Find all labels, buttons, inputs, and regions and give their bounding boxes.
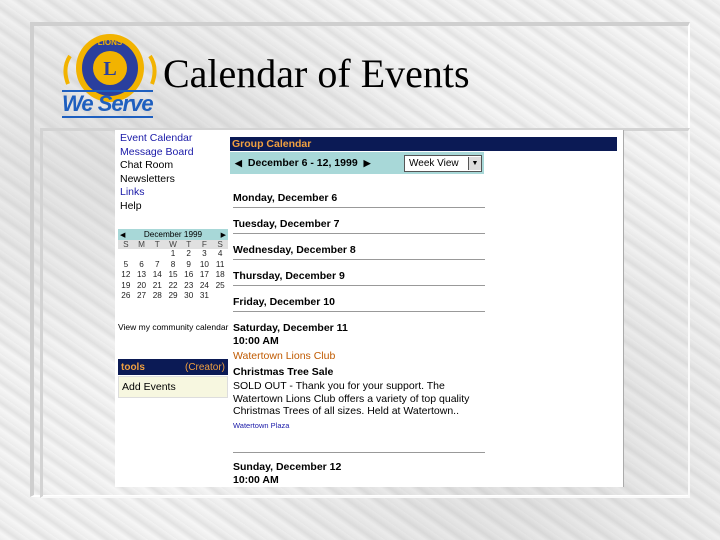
event-location[interactable]: Watertown Plaza: [233, 421, 290, 430]
calendar-screenshot: [115, 130, 624, 487]
event-time: 10:00 AM: [233, 335, 279, 347]
mini-calendar-day[interactable]: 30: [184, 291, 194, 301]
mini-calendar-day[interactable]: 19: [121, 280, 131, 290]
mini-calendar-day[interactable]: 20: [137, 280, 147, 290]
tools-bar: [118, 359, 228, 375]
nav-menu: [120, 132, 194, 214]
mini-calendar-day[interactable]: 22: [168, 280, 178, 290]
mini-calendar-grid: [118, 240, 228, 302]
mini-calendar-day[interactable]: 25: [215, 280, 225, 290]
weekday-label: F: [197, 240, 213, 249]
mini-calendar-day[interactable]: 6: [139, 259, 144, 269]
logo-slogan: We Serve: [62, 91, 153, 116]
mini-calendar-day[interactable]: 4: [217, 249, 223, 258]
view-select-value: Week View: [409, 158, 459, 169]
weekday-label: M: [134, 240, 150, 249]
tools-label: tools: [121, 361, 145, 373]
event-title[interactable]: Christmas Tree Sale: [233, 366, 334, 378]
mini-calendar-day[interactable]: 9: [186, 259, 191, 269]
mini-calendar-day[interactable]: 14: [152, 270, 162, 280]
mini-calendar-month: December 1999: [143, 230, 203, 239]
mini-calendar-day[interactable]: 12: [121, 270, 131, 280]
weekday-label: S: [118, 240, 134, 249]
view-select[interactable]: [404, 155, 482, 172]
mini-calendar-day: [134, 249, 150, 260]
add-events-button[interactable]: Add Events: [118, 376, 228, 398]
day-heading: Wednesday, December 8: [233, 244, 485, 260]
prev-month-icon[interactable]: ◀: [120, 231, 126, 239]
weekday-label: T: [149, 240, 165, 249]
mini-calendar-day: [118, 249, 134, 260]
mini-calendar-day: [149, 249, 165, 260]
mini-calendar-day[interactable]: 3: [202, 249, 207, 258]
mini-calendar-day[interactable]: 1: [170, 249, 176, 258]
mini-calendar-day[interactable]: 23: [184, 280, 194, 290]
mini-calendar-day[interactable]: 18: [215, 270, 225, 280]
mini-calendar-day[interactable]: 31: [199, 291, 209, 301]
mini-calendar-day[interactable]: 26: [121, 291, 131, 301]
mini-calendar-header: [118, 229, 228, 240]
mini-calendar-day[interactable]: 11: [215, 259, 225, 269]
group-calendar-header: Group Calendar: [230, 137, 617, 151]
mini-calendar-day[interactable]: 27: [137, 291, 147, 301]
nav-help[interactable]: Help: [120, 199, 142, 212]
nav-newsletters[interactable]: Newsletters: [120, 172, 175, 185]
prev-week-icon[interactable]: ◀: [235, 157, 242, 168]
day-heading: Tuesday, December 7: [233, 218, 485, 234]
event-organization[interactable]: Watertown Lions Club: [233, 350, 336, 362]
date-range: December 6 - 12, 1999: [247, 157, 358, 169]
mini-calendar-day[interactable]: 7: [155, 259, 160, 269]
divider: [233, 452, 485, 453]
mini-calendar-day[interactable]: 16: [184, 270, 194, 280]
mini-calendar-day[interactable]: 21: [152, 280, 162, 290]
mini-calendar-day[interactable]: 29: [168, 291, 178, 301]
day-heading: Sunday, December 12: [233, 461, 342, 473]
nav-links[interactable]: Links: [120, 186, 145, 199]
event-time: 10:00 AM: [233, 474, 279, 486]
mini-calendar: [118, 229, 228, 302]
mini-calendar-day: [212, 291, 228, 302]
svg-text:LIONS: LIONS: [97, 38, 123, 47]
mini-calendar-day[interactable]: 13: [137, 270, 147, 280]
next-month-icon[interactable]: ▶: [220, 231, 226, 239]
creator-label: (Creator): [184, 361, 225, 373]
event-description: SOLD OUT - Thank you for your support. The Watertown Lions Club offers a variety of top quality Christmas Trees of all sizes. Held at Watertown..: [233, 380, 470, 418]
nav-event-calendar[interactable]: Event Calendar: [120, 132, 193, 144]
day-heading: Thursday, December 9: [233, 270, 485, 286]
mini-calendar-day[interactable]: 8: [170, 259, 176, 269]
weekday-label: S: [212, 240, 228, 249]
mini-calendar-day[interactable]: 5: [123, 259, 129, 269]
svg-text:L: L: [103, 58, 117, 80]
day-heading: Friday, December 10: [233, 296, 485, 312]
slide-title: Calendar of Events: [163, 51, 470, 96]
next-week-icon[interactable]: ▶: [363, 157, 371, 168]
mini-calendar-day[interactable]: 24: [199, 280, 209, 290]
nav-chat-room[interactable]: Chat Room: [120, 159, 174, 172]
weekday-label: W: [165, 240, 181, 249]
day-heading: Saturday, December 11: [233, 322, 348, 334]
view-community-calendar-link[interactable]: View my community calendar: [118, 322, 229, 332]
day-heading: Monday, December 6: [233, 192, 485, 208]
nav-message-board[interactable]: Message Board: [120, 145, 194, 158]
mini-calendar-day[interactable]: 28: [152, 291, 162, 301]
mini-calendar-day[interactable]: 17: [199, 270, 209, 280]
mini-calendar-day[interactable]: 10: [199, 259, 209, 269]
weekday-label: T: [181, 240, 197, 249]
mini-calendar-day[interactable]: 2: [186, 249, 191, 258]
chevron-down-icon[interactable]: ▼: [468, 157, 481, 170]
mini-calendar-day[interactable]: 15: [168, 270, 178, 280]
